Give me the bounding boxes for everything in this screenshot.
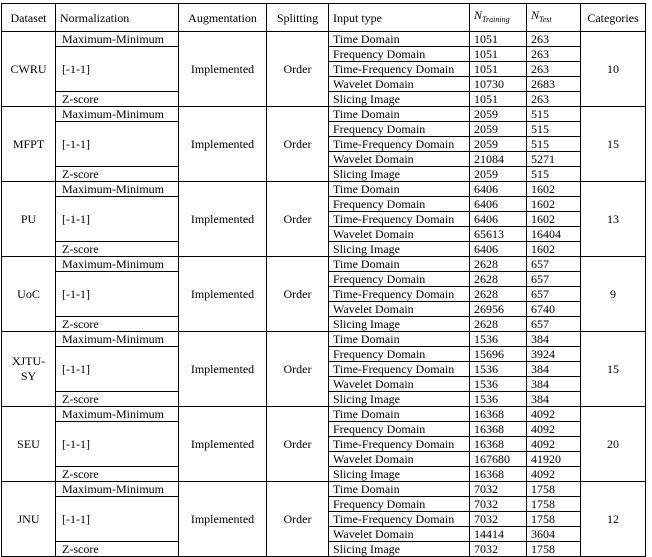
n-training-cell: 1536 xyxy=(470,362,527,377)
n-training-cell: 21084 xyxy=(470,152,527,167)
table-row xyxy=(2,257,646,272)
input-type-cell: Slicing Image xyxy=(329,167,470,182)
n-training-cell: 2628 xyxy=(470,272,527,287)
n-training-cell: 1051 xyxy=(470,32,527,47)
input-type-cell: Time Domain xyxy=(329,407,470,422)
dataset-name-cell: CWRU xyxy=(2,32,56,107)
n-test-cell: 515 xyxy=(527,122,581,137)
normalization-cell: Maximum-Minimum xyxy=(56,257,179,272)
augmentation-cell: Implemented xyxy=(179,107,267,182)
dataset-table xyxy=(1,3,646,557)
augmentation-cell: Implemented xyxy=(179,482,267,557)
n-test-cell: 657 xyxy=(527,287,581,302)
n-test-cell: 1758 xyxy=(527,482,581,497)
n-training-cell: 2628 xyxy=(470,287,527,302)
input-type-cell: Time Domain xyxy=(329,32,470,47)
normalization-cell: Z-score xyxy=(56,317,179,332)
header-categories: Categories xyxy=(581,4,646,32)
header-dataset: Dataset xyxy=(2,4,56,32)
n-training-cell: 26956 xyxy=(470,302,527,317)
normalization-cell: [-1-1] xyxy=(56,272,179,317)
header-normalization: Normalization xyxy=(56,4,179,32)
input-type-cell: Wavelet Domain xyxy=(329,377,470,392)
n-test-cell: 4092 xyxy=(527,467,581,482)
n-training-cell: 2059 xyxy=(470,107,527,122)
n-test-cell: 2683 xyxy=(527,77,581,92)
normalization-cell: Z-score xyxy=(56,392,179,407)
n-test-cell: 384 xyxy=(527,392,581,407)
input-type-cell: Time-Frequency Domain xyxy=(329,62,470,77)
n-test-cell: 1602 xyxy=(527,197,581,212)
n-test-cell: 3924 xyxy=(527,347,581,362)
splitting-cell: Order xyxy=(267,107,329,182)
n-test-cell: 1602 xyxy=(527,182,581,197)
splitting-cell: Order xyxy=(267,182,329,257)
normalization-cell: Z-score xyxy=(56,542,179,557)
n-training-cell: 2628 xyxy=(470,257,527,272)
categories-cell: 13 xyxy=(581,182,646,257)
n-training-cell: 10730 xyxy=(470,77,527,92)
n-training-cell: 1051 xyxy=(470,47,527,62)
normalization-cell: Maximum-Minimum xyxy=(56,332,179,347)
categories-cell: 20 xyxy=(581,407,646,482)
n-test-cell: 515 xyxy=(527,107,581,122)
input-type-cell: Time-Frequency Domain xyxy=(329,362,470,377)
splitting-cell: Order xyxy=(267,332,329,407)
n-training-cell: 1051 xyxy=(470,62,527,77)
input-type-cell: Frequency Domain xyxy=(329,497,470,512)
input-type-cell: Frequency Domain xyxy=(329,122,470,137)
input-type-cell: Slicing Image xyxy=(329,242,470,257)
n-test-cell: 6740 xyxy=(527,302,581,317)
n-test-cell: 41920 xyxy=(527,452,581,467)
splitting-cell: Order xyxy=(267,32,329,107)
input-type-cell: Wavelet Domain xyxy=(329,527,470,542)
input-type-cell: Slicing Image xyxy=(329,392,470,407)
input-type-cell: Wavelet Domain xyxy=(329,227,470,242)
input-type-cell: Slicing Image xyxy=(329,467,470,482)
n-subscript: Training xyxy=(482,15,510,24)
n-test-cell: 5271 xyxy=(527,152,581,167)
table-row xyxy=(2,107,646,122)
n-symbol: N xyxy=(474,8,483,22)
input-type-cell: Time-Frequency Domain xyxy=(329,287,470,302)
n-test-cell: 263 xyxy=(527,32,581,47)
header-augmentation: Augmentation xyxy=(179,4,267,32)
table-row xyxy=(2,332,646,347)
input-type-cell: Time-Frequency Domain xyxy=(329,137,470,152)
n-training-cell: 2628 xyxy=(470,317,527,332)
n-training-cell: 2059 xyxy=(470,167,527,182)
augmentation-cell: Implemented xyxy=(179,407,267,482)
n-training-cell: 6406 xyxy=(470,197,527,212)
input-type-cell: Time Domain xyxy=(329,332,470,347)
n-training-cell: 7032 xyxy=(470,542,527,557)
categories-cell: 9 xyxy=(581,257,646,332)
n-training-cell: 7032 xyxy=(470,482,527,497)
n-test-cell: 4092 xyxy=(527,422,581,437)
normalization-cell: Maximum-Minimum xyxy=(56,182,179,197)
n-test-cell: 4092 xyxy=(527,437,581,452)
n-training-cell: 16368 xyxy=(470,407,527,422)
normalization-cell: [-1-1] xyxy=(56,197,179,242)
n-symbol: N xyxy=(531,8,540,22)
normalization-cell: Maximum-Minimum xyxy=(56,407,179,422)
n-training-cell: 16368 xyxy=(470,467,527,482)
categories-cell: 15 xyxy=(581,107,646,182)
input-type-cell: Wavelet Domain xyxy=(329,302,470,317)
n-training-cell: 2059 xyxy=(470,137,527,152)
n-test-cell: 263 xyxy=(527,92,581,107)
input-type-cell: Time-Frequency Domain xyxy=(329,212,470,227)
normalization-cell: Maximum-Minimum xyxy=(56,482,179,497)
header-n-test xyxy=(527,4,581,32)
n-test-cell: 1758 xyxy=(527,512,581,527)
n-test-cell: 16404 xyxy=(527,227,581,242)
n-test-cell: 263 xyxy=(527,62,581,77)
table-row xyxy=(2,182,646,197)
dataset-name-cell: SEU xyxy=(2,407,56,482)
normalization-cell: [-1-1] xyxy=(56,347,179,392)
input-type-cell: Time-Frequency Domain xyxy=(329,512,470,527)
dataset-name-cell: PU xyxy=(2,182,56,257)
augmentation-cell: Implemented xyxy=(179,332,267,407)
splitting-cell: Order xyxy=(267,407,329,482)
n-test-cell: 1602 xyxy=(527,212,581,227)
input-type-cell: Slicing Image xyxy=(329,92,470,107)
normalization-cell: Z-score xyxy=(56,242,179,257)
input-type-cell: Wavelet Domain xyxy=(329,152,470,167)
n-test-cell: 515 xyxy=(527,167,581,182)
input-type-cell: Time Domain xyxy=(329,182,470,197)
n-training-cell: 6406 xyxy=(470,242,527,257)
n-training-cell: 7032 xyxy=(470,497,527,512)
normalization-cell: [-1-1] xyxy=(56,422,179,467)
normalization-cell: [-1-1] xyxy=(56,497,179,542)
input-type-cell: Frequency Domain xyxy=(329,422,470,437)
n-training-cell: 1536 xyxy=(470,392,527,407)
normalization-cell: Maximum-Minimum xyxy=(56,32,179,47)
n-test-cell: 3604 xyxy=(527,527,581,542)
n-training-cell: 167680 xyxy=(470,452,527,467)
header-n-training xyxy=(470,4,527,32)
n-training-cell: 16368 xyxy=(470,437,527,452)
input-type-cell: Time-Frequency Domain xyxy=(329,437,470,452)
input-type-cell: Wavelet Domain xyxy=(329,452,470,467)
n-subscript: Test xyxy=(539,15,552,24)
input-type-cell: Slicing Image xyxy=(329,542,470,557)
augmentation-cell: Implemented xyxy=(179,257,267,332)
n-training-cell: 2059 xyxy=(470,122,527,137)
normalization-cell: Z-score xyxy=(56,92,179,107)
normalization-cell: Z-score xyxy=(56,467,179,482)
input-type-cell: Frequency Domain xyxy=(329,272,470,287)
input-type-cell: Wavelet Domain xyxy=(329,77,470,92)
input-type-cell: Time Domain xyxy=(329,482,470,497)
normalization-cell: Z-score xyxy=(56,167,179,182)
n-test-cell: 263 xyxy=(527,47,581,62)
n-training-cell: 16368 xyxy=(470,422,527,437)
input-type-cell: Frequency Domain xyxy=(329,197,470,212)
input-type-cell: Frequency Domain xyxy=(329,47,470,62)
n-test-cell: 384 xyxy=(527,377,581,392)
n-training-cell: 7032 xyxy=(470,512,527,527)
normalization-cell: [-1-1] xyxy=(56,47,179,92)
n-training-cell: 15696 xyxy=(470,347,527,362)
n-test-cell: 4092 xyxy=(527,407,581,422)
n-test-cell: 515 xyxy=(527,137,581,152)
input-type-cell: Slicing Image xyxy=(329,317,470,332)
n-test-cell: 657 xyxy=(527,317,581,332)
dataset-name-cell: XJTU-SY xyxy=(2,332,56,407)
dataset-name-cell: UoC xyxy=(2,257,56,332)
n-test-cell: 657 xyxy=(527,257,581,272)
augmentation-cell: Implemented xyxy=(179,182,267,257)
n-training-cell: 6406 xyxy=(470,182,527,197)
augmentation-cell: Implemented xyxy=(179,32,267,107)
n-test-cell: 657 xyxy=(527,272,581,287)
table-row xyxy=(2,32,646,47)
n-test-cell: 1758 xyxy=(527,497,581,512)
categories-cell: 12 xyxy=(581,482,646,557)
n-test-cell: 384 xyxy=(527,362,581,377)
header-row xyxy=(2,4,646,32)
header-input-type: Input type xyxy=(329,4,470,32)
normalization-cell: [-1-1] xyxy=(56,122,179,167)
n-test-cell: 1602 xyxy=(527,242,581,257)
n-training-cell: 1051 xyxy=(470,92,527,107)
categories-cell: 10 xyxy=(581,32,646,107)
table-row xyxy=(2,407,646,422)
table-row xyxy=(2,482,646,497)
splitting-cell: Order xyxy=(267,257,329,332)
n-training-cell: 14414 xyxy=(470,527,527,542)
header-splitting: Splitting xyxy=(267,4,329,32)
n-training-cell: 6406 xyxy=(470,212,527,227)
n-training-cell: 65613 xyxy=(470,227,527,242)
n-test-cell: 384 xyxy=(527,332,581,347)
input-type-cell: Time Domain xyxy=(329,107,470,122)
n-training-cell: 1536 xyxy=(470,332,527,347)
n-training-cell: 1536 xyxy=(470,377,527,392)
input-type-cell: Time Domain xyxy=(329,257,470,272)
n-test-cell: 1758 xyxy=(527,542,581,557)
normalization-cell: Maximum-Minimum xyxy=(56,107,179,122)
splitting-cell: Order xyxy=(267,482,329,557)
dataset-name-cell: JNU xyxy=(2,482,56,557)
table-body xyxy=(2,32,646,557)
dataset-name-cell: MFPT xyxy=(2,107,56,182)
input-type-cell: Frequency Domain xyxy=(329,347,470,362)
categories-cell: 15 xyxy=(581,332,646,407)
